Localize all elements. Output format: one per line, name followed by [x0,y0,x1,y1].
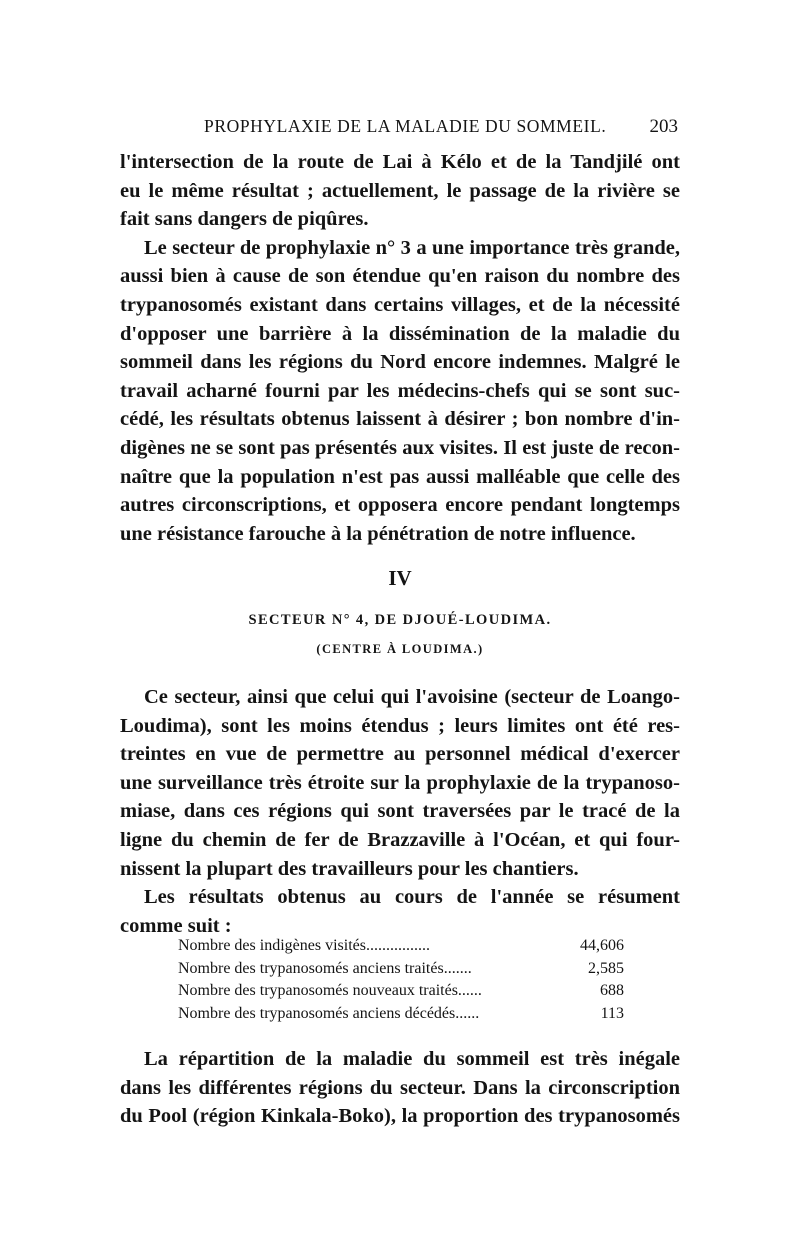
text-block-lower [120,1045,680,1131]
statistics-row [178,1003,624,1026]
text-line: Les résultats obtenus au cours de l'année se résument [144,886,680,909]
section-title: SECTEUR N° 4, DE DJOUÉ-LOUDIMA. [248,612,552,628]
text-line: Ce secteur, ainsi que celui qui l'avoisine (secteur de Loango- [144,686,680,708]
statistics-value: 113 [600,1005,624,1023]
statistics-label: Nombre des trypanosomés nouveaux traités...... [178,982,482,1000]
statistics-value: 44,606 [580,937,624,954]
text-line: digènes ne se sont pas présentés aux visites. Il est juste de recon- [120,436,680,459]
statistics-value: 2,585 [588,959,624,977]
statistics-row [178,958,624,981]
paragraph-continuation [120,148,680,234]
text-line: du Pool (région Kinkala-Boko), la proportion des trypanosomés [120,1105,680,1128]
running-title: PROPHYLAXIE DE LA MALADIE DU SOMMEIL. [204,116,607,136]
text-line: nissent la plupart des travailleurs pour les chantiers. [120,857,579,880]
statistics-label: Nombre des trypanosomés anciens traités....... [178,959,472,977]
text-block-upper [120,148,680,548]
statistics-row [178,935,624,958]
paragraph-resultats [120,883,680,940]
text-line: Le secteur de prophylaxie n° 3 a une importance très grande, [144,236,680,259]
text-line: naître que la population n'est pas aussi malléable que celle des [120,465,680,488]
text-line: travail acharné fourni par les médecins-chefs qui se sont suc- [120,379,680,402]
statistics-value: 688 [600,982,624,1000]
text-line: comme suit : [120,914,232,937]
text-line: dans les différentes régions du secteur. Dans la circonscription [120,1076,680,1099]
section-subtitle: (CENTRE À LOUDIMA.) [316,642,484,656]
text-line: La répartition de la maladie du sommeil est très inégale [144,1048,680,1070]
text-line: une résistance farouche à la pénétration de notre influence. [120,522,636,545]
text-line: Loudima), sont les moins étendus ; leurs limites ont été res- [120,714,680,737]
text-line: fait sans dangers de piqûres. [120,208,369,231]
text-block-middle [120,683,680,940]
statistics-table [178,935,624,1026]
page-number: 203 [649,116,678,137]
text-line: cédé, les résultats obtenus laissent à désirer ; bon nombre d'in- [120,408,680,431]
text-line: autres circonscriptions, et opposera encore pendant longtemps [120,494,680,517]
paragraph-secteur-4 [120,683,680,883]
text-line: miase, dans ces régions qui sont traversées par le tracé de la [120,800,680,823]
running-head [120,116,680,142]
paragraph-secteur-3 [120,234,680,549]
section-number: IV [388,566,412,590]
text-line: trypanosomés existant dans certains villages, et de la nécessité [120,293,680,316]
text-line: eu le même résultat ; actuellement, le passage de la rivière se [120,179,680,202]
text-line: ligne du chemin de fer de Brazzaville à l'Océan, et qui four- [120,828,680,851]
text-line: sommeil dans les régions du Nord encore indemnes. Malgré le [120,351,680,374]
text-line: l'intersection de la route de Lai à Kélo et de la Tandjilé ont [120,151,680,173]
paragraph-repartition [120,1045,680,1131]
text-line: treintes en vue de permettre au personnel médical d'exercer [120,743,680,766]
statistics-label: Nombre des indigènes visités................ [178,937,430,954]
statistics-row [178,980,624,1003]
text-line: d'opposer une barrière à la dissémination de la maladie du [120,322,680,345]
statistics-label: Nombre des trypanosomés anciens décédés...... [178,1005,480,1023]
text-line: aussi bien à cause de son étendue qu'en raison du nombre des [120,265,680,288]
text-line: une surveillance très étroite sur la prophylaxie de la trypanoso- [120,771,680,794]
